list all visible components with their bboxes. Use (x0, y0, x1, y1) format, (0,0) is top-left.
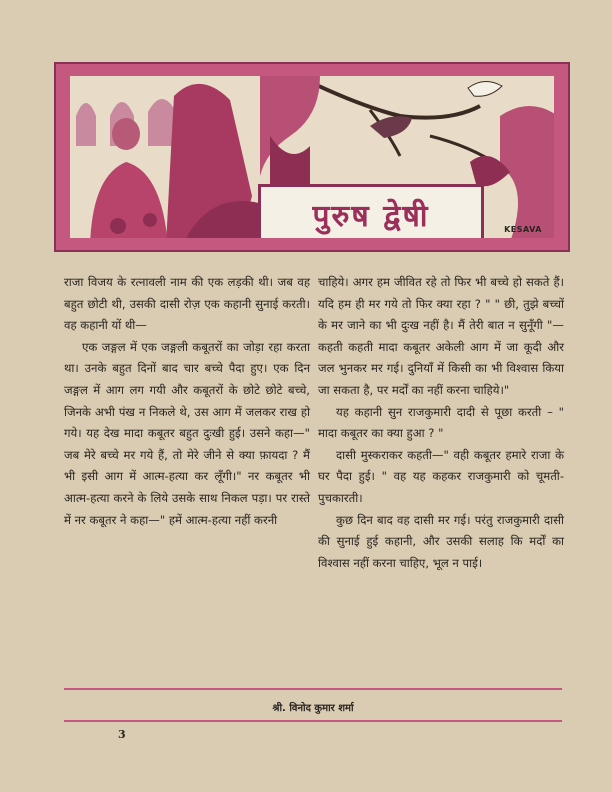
story-paragraph: दासी मुस्कराकर कहती—" वही कबूतर हमारे राजा के घर पैदा हुई। " वह यह कहकर राजकुमारी को चूमती-पुचकारती। (318, 447, 564, 505)
story-title-box (258, 184, 484, 238)
story-header-illustration (54, 62, 570, 252)
story-column-right (318, 272, 564, 574)
artist-signature: KESAVA (504, 225, 542, 234)
page-number: 3 (118, 728, 126, 741)
story-paragraph: चाहिये। अगर हम जीवित रहे तो फिर भी बच्चे हो सकते हैं। यदि हम ही मर गये तो फिर क्या रहा ? " " छी, तुझे बच्चों के मर जाने का भी दुःख नहीं है। मैं तेरी बात न सुनूँगी "—कहती कहती मादा कबूतर अकेली आग में जा कूदी और जल भुनकर मर गई। दुनियाँ में किसी का भी विश्वास किया जा सकता है, पर मर्दों का नहीं करना चाहिये।" (318, 275, 564, 397)
divider-top (64, 688, 562, 690)
story-paragraph: एक जङ्गल में एक जङ्गली कबूतरों का जोड़ा रहा करता था। उनके बहुत दिनों बाद चार बच्चे पैदा हुए। एक दिन जङ्गल में आग लग गयी और कबूतरों के छोटे छोटे बच्चे, जिनके अभी पंख न निकले थे, उस आग में जलकर राख हो गये। यह देख मादा कबूतर बहुत दुःखी हुई। उसने कहा—" जब मेरे बच्चे मर गये हैं, तो मेरे जीने से क्या फ़ायदा ? मैं भी इसी आग में आत्म-हत्या कर लूँगी।" नर कबूतर भी आत्म-हत्या करने के लिये उसके साथ निकल पड़ा। पर रास्ते में नर कबूतर ने कहा—" हमें आत्म-हत्या नहीं करनी (64, 339, 310, 527)
story-paragraph: यह कहानी सुन राजकुमारी दादी से पूछा करती – " मादा कबूतर का क्या हुआ ? " (318, 404, 564, 441)
illustration-panel (70, 76, 554, 238)
author-byline: श्री. विनोद कुमार शर्मा (272, 703, 354, 714)
story-column-left (64, 272, 310, 531)
story-paragraph: कुछ दिन बाद वह दासी मर गई। परंतु राजकुमारी दासी की सुनाई हुई कहानी, और उसकी सलाह कि मर्दों का विश्वास नहीं करना चाहिए, भूल न पाई। (318, 512, 564, 570)
divider-bottom (64, 720, 562, 722)
story-paragraph: राजा विजय के रत्नावली नाम की एक लड़की थी। जब वह बहुत छोटी थी, उसकी दासी रोज़ एक कहानी सुनाई करती। वह कहानी यों थी— (64, 275, 310, 333)
story-title: पुरुष द्वेषी (312, 198, 430, 234)
